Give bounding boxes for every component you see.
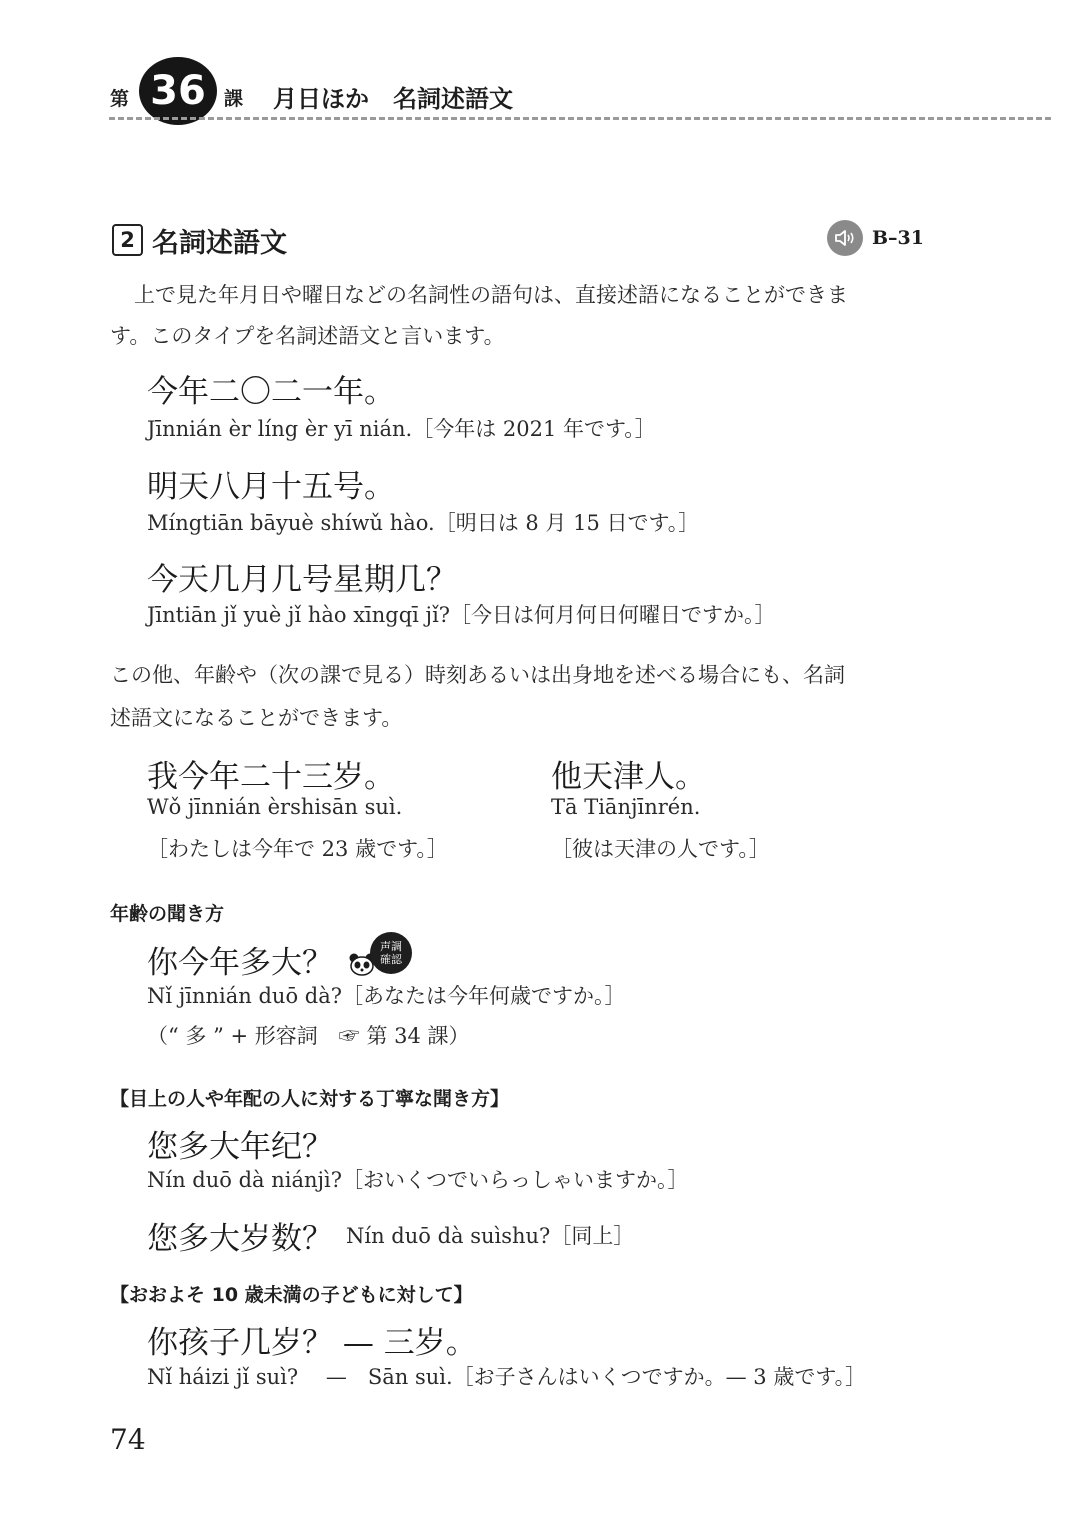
- example-translation: ［彼は天津の人です。］: [551, 837, 770, 861]
- lesson-number-badge: 36: [139, 57, 217, 125]
- example-chinese: 我今年二十三岁。: [147, 759, 395, 795]
- age-question-note: （“ 多 ” + 形容詞 ☞ 第 34 課）: [147, 1024, 470, 1048]
- tone-badge-line-1: 声調: [380, 940, 402, 953]
- other-line-1: この他、年齢や（次の課で見る）時刻あるいは出身地を述べる場合にも、名詞: [110, 663, 845, 687]
- children-heading: 【おおよそ 10 歳未満の子どもに対して】: [110, 1284, 473, 1306]
- age-question-chinese: 你今年多大？: [147, 945, 333, 981]
- example-pinyin: Jīntiān jǐ yuè jǐ hào xīngqī jǐ?［今日は何月何日何曜日ですか。］: [147, 603, 776, 627]
- audio-track-code: B–31: [872, 227, 924, 249]
- section-title: 名詞述語文: [152, 228, 287, 259]
- example-pinyin: Míngtiān bāyuè shíwǔ hào.［明日は 8 月 15 日です。］: [147, 511, 700, 535]
- other-line-2: 述語文になることができます。: [110, 706, 403, 730]
- children-example-pinyin: Nǐ háizi jǐ suì? — Sān suì.［お子さんはいくつですか。— 3 歳です。］: [147, 1365, 867, 1389]
- speaker-icon[interactable]: [827, 220, 863, 256]
- speaker-icon-glyph: [834, 228, 856, 248]
- polite-example-pinyin: Nín duō dà niánjì?［おいくつでいらっしゃいますか。］: [147, 1168, 689, 1192]
- polite-example-chinese: 您多大年纪？: [147, 1129, 333, 1165]
- page-number: 74: [110, 1423, 146, 1456]
- polite-example-pinyin: Nín duō dà suìshu?［同上］: [346, 1224, 635, 1248]
- children-example-chinese: 你孩子几岁？ — 三岁。: [147, 1325, 477, 1361]
- tone-badge-line-2: 確認: [380, 953, 402, 966]
- lesson-suffix: 課: [224, 88, 244, 110]
- intro-line-1: 上で見た年月日や曜日などの名詞性の語句は、直接述語になることができま: [134, 283, 848, 307]
- header-divider: [109, 117, 1051, 120]
- polite-example-chinese: 您多大岁数？: [147, 1221, 333, 1257]
- example-pinyin: Tā Tiānjīnrén.: [551, 795, 701, 819]
- example-chinese: 今年二〇二一年。: [147, 374, 395, 410]
- age-question-heading: 年齢の聞き方: [110, 903, 225, 925]
- example-pinyin: Wǒ jīnnián èrshisān suì.: [147, 795, 403, 819]
- example-chinese: 他天津人。: [551, 759, 706, 795]
- page-header-title: 月日ほか 名詞述語文: [273, 85, 513, 113]
- example-chinese: 今天几月几号星期几？: [147, 562, 457, 598]
- example-pinyin: Jīnnián èr líng èr yī nián.［今年は 2021 年です。］: [147, 417, 656, 441]
- polite-heading: 【目上の人や年配の人に対する丁寧な聞き方】: [110, 1088, 510, 1110]
- example-chinese: 明天八月十五号。: [147, 469, 395, 505]
- lesson-prefix: 第: [110, 88, 130, 110]
- tone-check-badge: [370, 932, 412, 974]
- age-question-pinyin: Nǐ jīnnián duō dà?［あなたは今年何歳ですか。］: [147, 984, 626, 1008]
- intro-line-2: す。このタイプを名詞述語文と言います。: [110, 324, 505, 348]
- example-translation: ［わたしは今年で 23 歳です。］: [147, 837, 448, 861]
- section-number-box: 2: [112, 224, 143, 256]
